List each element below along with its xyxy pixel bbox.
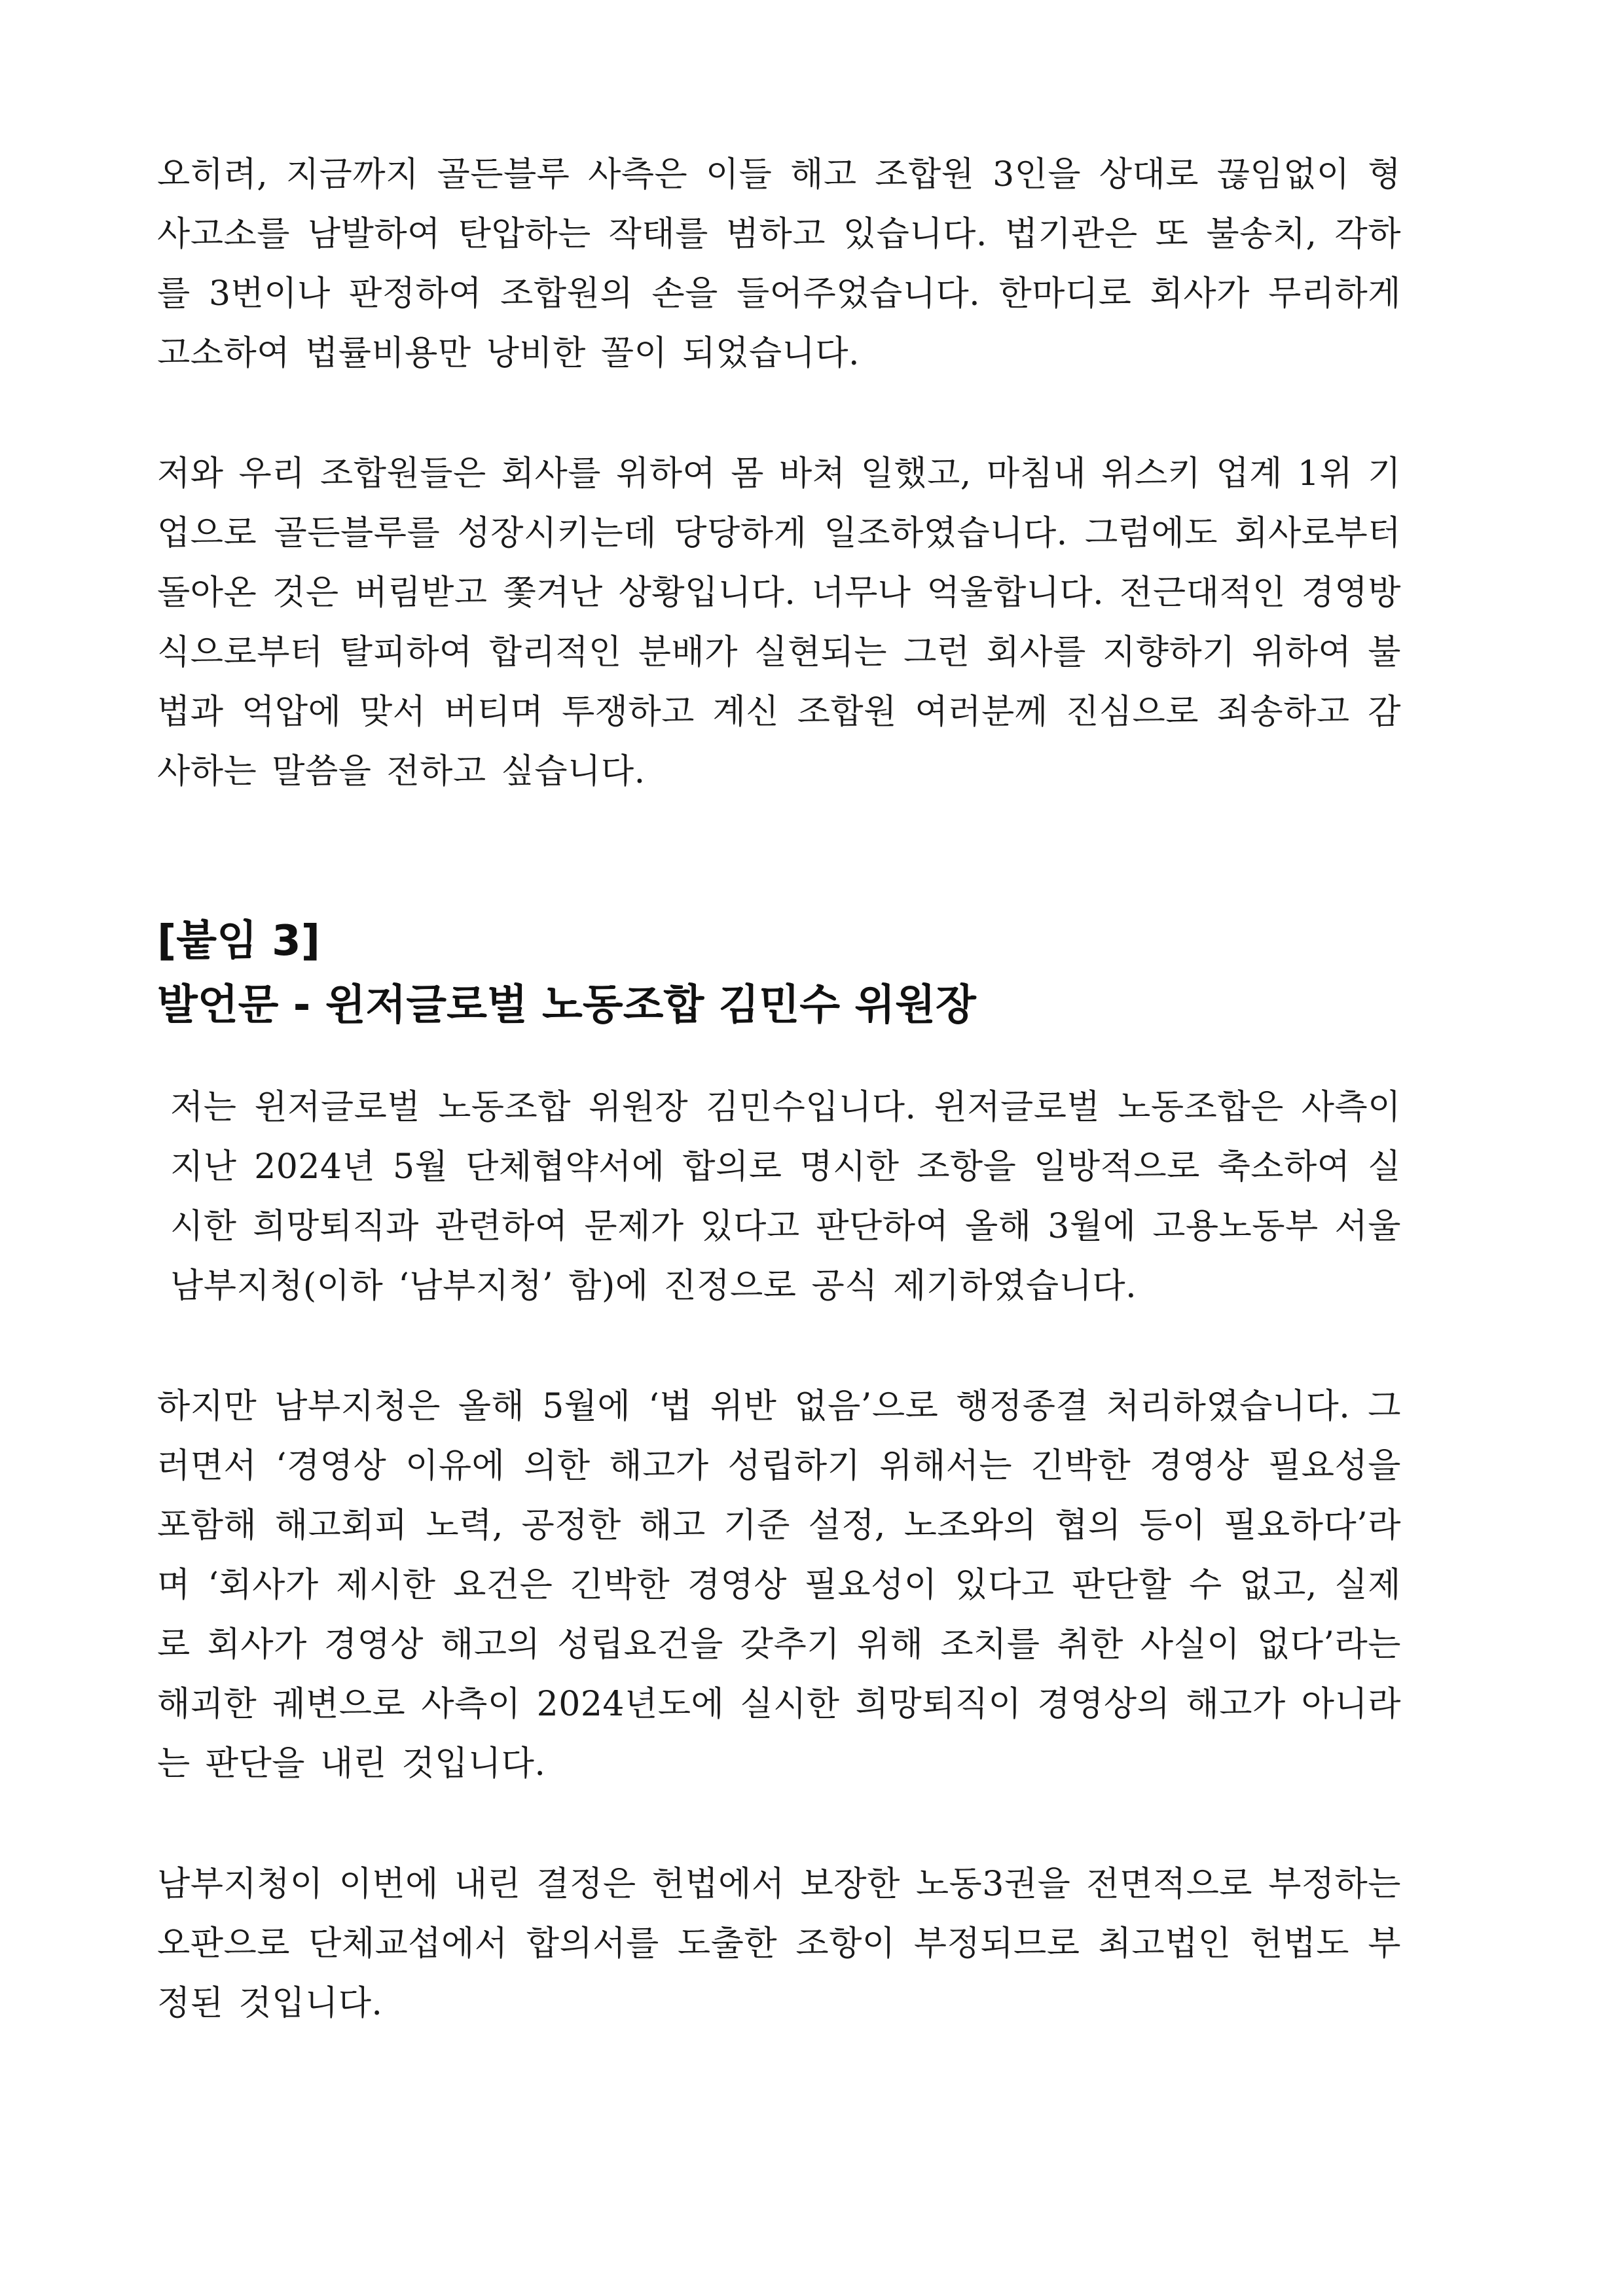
section-spacer: [157, 802, 1401, 912]
paragraph-spacer: [157, 1316, 1401, 1377]
paragraph-spacer: [157, 384, 1401, 444]
paragraph-speech-intro: 저는 윈저글로벌 노동조합 위원장 김민수입니다. 윈저글로벌 노동조합은 사측이 지난 2024년 5월 단체협약서에 합의로 명시한 조항을 일방적으로 축소하여 실시한 희망퇴직과 관련하여 문제가 있다고 판단하여 올해 3월에 고용노동부 서울남부지청(이하 ‘남부지청’ 함)에 진정으로 공식 제기하였습니다.: [170, 1088, 1401, 1306]
paragraph-ministry-decision: 하지만 남부지청은 올해 5월에 ‘법 위반 없음’으로 행정종결 처리하였습니다. 그러면서 ‘경영상 이유에 의한 해고가 성립하기 위해서는 긴박한 경영상 필요성을 포함해 해고회피 노력, 공정한 해고 기준 설정, 노조와의 협의 등이 필요하다’라며 ‘회사가 제시한 요건은 긴박한 경영상 필요성이 있다고 판단할 수 없고, 실제로 회사가 경영상 해고의 성립요건을 갖추기 위해 조치를 취한 사실이 없다’라는 해괴한 궤변으로 사측이 2024년도에 실시한 희망퇴직이 경영상의 해고가 아니라는 판단을 내린 것입니다.: [157, 1387, 1401, 1784]
heading-body-spacer: [157, 1035, 1401, 1078]
heading-spacer: [157, 971, 1401, 976]
document-page: [157, 145, 1401, 2034]
paragraph-union-members: 저와 우리 조합원들은 회사를 위하여 몸 바쳐 일했고, 마침내 위스키 업계 1위 기업으로 골든블루를 성장시키는데 당당하게 일조하였습니다. 그럼에도 회사로부터 돌아온 것은 버림받고 쫓겨난 상황입니다. 너무나 억울합니다. 전근대적인 경영방식으로부터 탈피하여 합리적인 분배가 실현되는 그런 회사를 지향하기 위하여 불법과 억압에 맞서 버티며 투쟁하고 계신 조합원 여러분께 진심으로 죄송하고 감사하는 말씀을 전하고 싶습니다.: [157, 454, 1401, 791]
paragraph-intro: 오히려, 지금까지 골든블루 사측은 이들 해고 조합원 3인을 상대로 끊임없이 형사고소를 남발하여 탄압하는 작태를 범하고 있습니다. 법기관은 또 불송치, 각하를 3번이나 판정하여 조합원의 손을 들어주었습니다. 한마디로 회사가 무리하게 고소하여 법률비용만 낭비한 꼴이 되었습니다.: [157, 155, 1401, 373]
paragraph-constitution: 남부지청이 이번에 내린 결정은 헌법에서 보장한 노동3권을 전면적으로 부정하는 오판으로 단체교섭에서 합의서를 도출한 조항이 부정되므로 최고법인 헌법도 부정된 것입니다.: [157, 1865, 1401, 2023]
attachment-label: [붙임 3]: [157, 917, 320, 965]
paragraph-spacer: [157, 1794, 1401, 1855]
attachment-title: 발언문 - 윈저글로벌 노동조합 김민수 위원장: [157, 981, 976, 1030]
